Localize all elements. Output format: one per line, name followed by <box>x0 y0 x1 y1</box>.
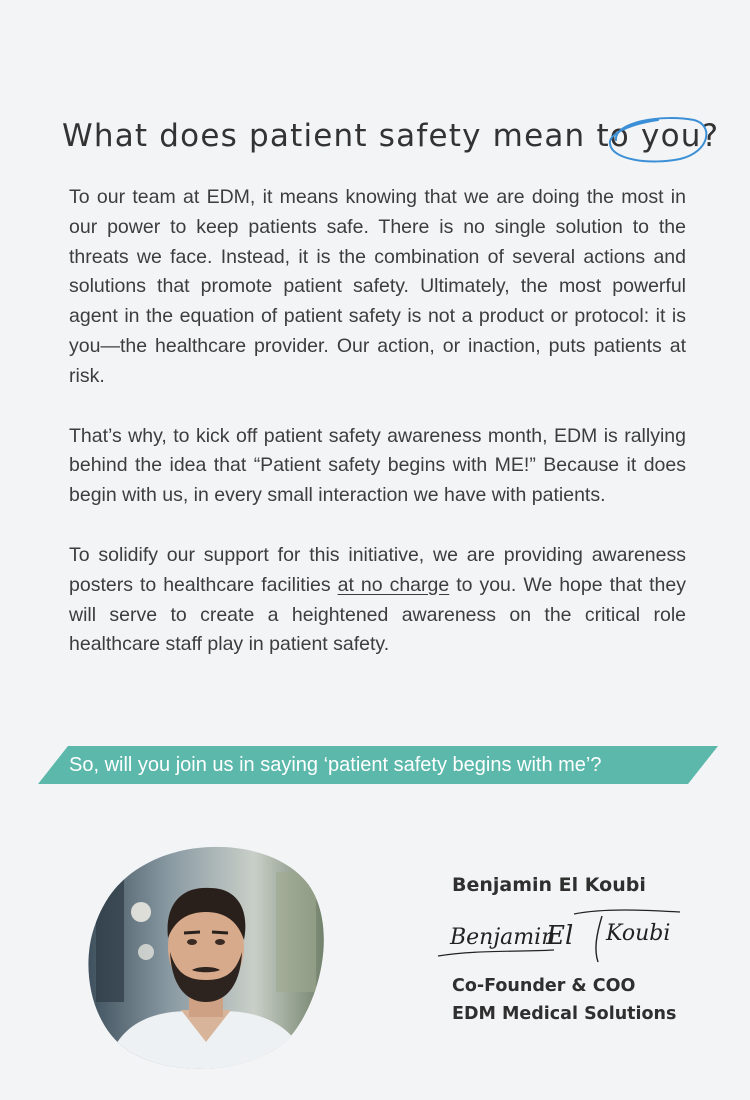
svg-text:El: El <box>546 921 574 951</box>
signer-portrait-photo <box>86 842 326 1070</box>
handwritten-signature <box>434 906 684 968</box>
signer-role: Co-Founder & COO <box>452 976 636 996</box>
paragraph-3 <box>69 541 686 660</box>
heading-block <box>62 118 720 168</box>
signer-company: EDM Medical Solutions <box>452 1004 677 1024</box>
no-charge-link[interactable]: at no charge <box>337 573 450 596</box>
signer-name: Benjamin El Koubi <box>452 874 646 896</box>
hand-drawn-circle-highlight <box>602 110 714 168</box>
signature-block <box>452 874 712 1028</box>
page-title: What does patient safety mean to you? <box>62 118 720 154</box>
call-to-action-banner <box>38 746 718 784</box>
paragraph-1: To our team at EDM, it means knowing that we are doing the most in our power to keep patients safe. There is no single solution to the threats we face. Instead, it is the combination of several actions and solutions that promote patient safety. Ultimately, the most powerful agent in the equation of patient safety is not a product or protocol: it is you—the healthcare provider. Our action, or inaction, puts patients at risk. <box>69 186 686 387</box>
paragraph-2: That’s why, to kick off patient safety awareness month, EDM is rallying behind the idea that “Patient safety begins with ME!” Because it does begin with us, in every small interaction we have with patients. <box>69 424 686 507</box>
svg-text:Benjamin: Benjamin <box>450 925 556 950</box>
banner-text: So, will you join us in saying ‘patient safety begins with me’? <box>69 754 602 776</box>
svg-text:Koubi: Koubi <box>606 921 671 946</box>
paragraph-3-start: To solidify our support for this initiative, we are providing awareness posters to healthcare facilities <box>69 543 686 596</box>
paragraph-3-end: to you. We hope that they will serve to create a heightened awareness on the critical role healthcare staff play in patient safety. <box>69 573 686 656</box>
letter-body <box>69 183 686 690</box>
